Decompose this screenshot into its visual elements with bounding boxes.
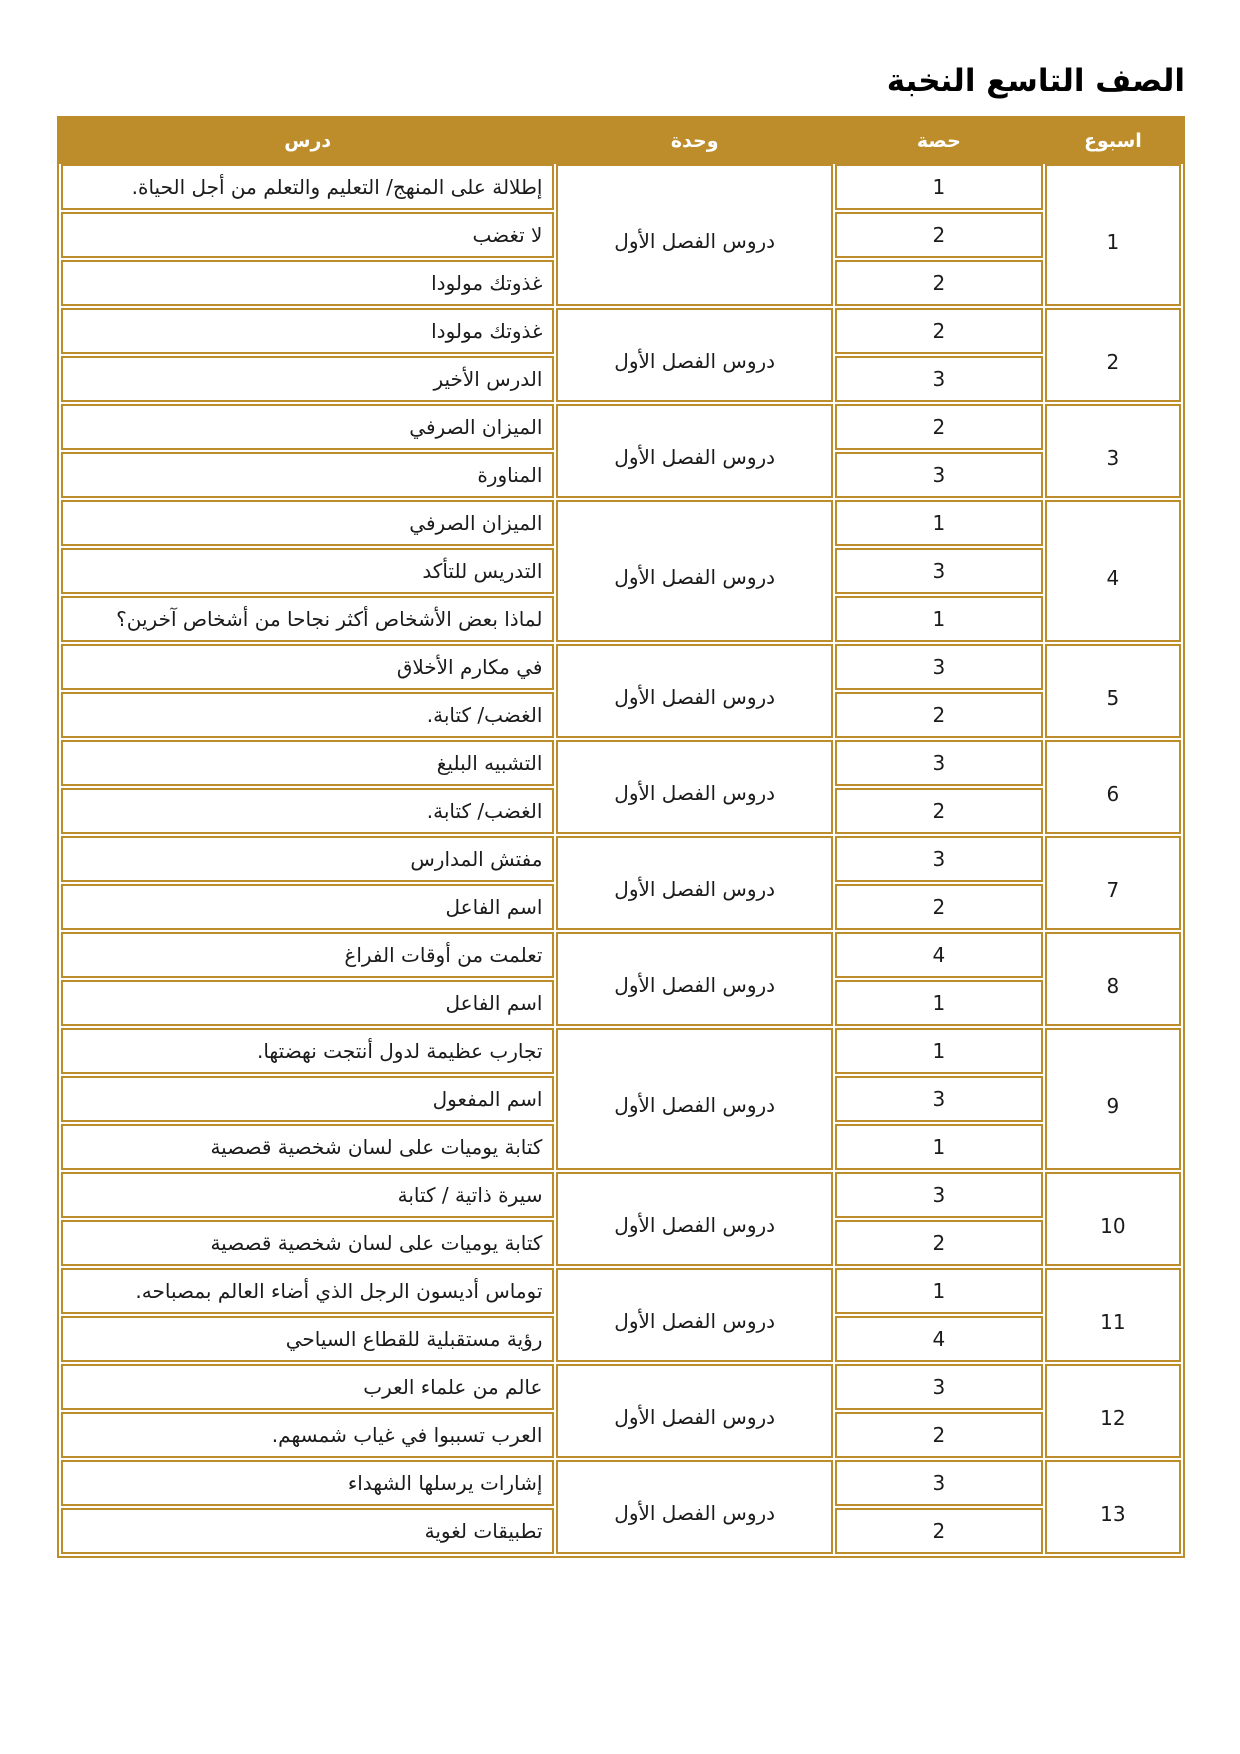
table-row bbox=[61, 836, 1181, 882]
period-cell: 3 bbox=[835, 1364, 1043, 1410]
period-cell: 1 bbox=[835, 500, 1043, 546]
period-cell: 2 bbox=[835, 212, 1043, 258]
lesson-schedule-table bbox=[57, 116, 1185, 1558]
lesson-cell: الميزان الصرفي bbox=[61, 500, 554, 546]
schedule-table-body bbox=[61, 164, 1181, 1554]
unit-cell: دروس الفصل الأول bbox=[556, 1364, 832, 1458]
period-cell: 2 bbox=[835, 1508, 1043, 1554]
lesson-cell: غذوتك مولودا bbox=[61, 308, 554, 354]
lesson-cell: عالم من علماء العرب bbox=[61, 1364, 554, 1410]
period-cell: 2 bbox=[835, 884, 1043, 930]
table-row bbox=[61, 164, 1181, 210]
lesson-cell: إطلالة على المنهج/ التعليم والتعلم من أجل الحياة. bbox=[61, 164, 554, 210]
table-row bbox=[61, 1028, 1181, 1074]
lesson-cell: اسم الفاعل bbox=[61, 884, 554, 930]
period-cell: 3 bbox=[835, 548, 1043, 594]
table-row bbox=[61, 308, 1181, 354]
table-row bbox=[61, 644, 1181, 690]
week-cell: 4 bbox=[1045, 500, 1181, 642]
lesson-cell: توماس أديسون الرجل الذي أضاء العالم بمصباحه. bbox=[61, 1268, 554, 1314]
week-column-header: اسبوع bbox=[1045, 120, 1181, 162]
period-cell: 2 bbox=[835, 404, 1043, 450]
lesson-cell: لا تغضب bbox=[61, 212, 554, 258]
lesson-column-header: درس bbox=[61, 120, 554, 162]
unit-cell: دروس الفصل الأول bbox=[556, 932, 832, 1026]
period-cell: 2 bbox=[835, 1412, 1043, 1458]
period-cell: 3 bbox=[835, 1172, 1043, 1218]
period-cell: 2 bbox=[835, 260, 1043, 306]
lesson-cell: التدريس للتأكد bbox=[61, 548, 554, 594]
period-cell: 3 bbox=[835, 644, 1043, 690]
period-cell: 3 bbox=[835, 1076, 1043, 1122]
period-column-header: حصة bbox=[835, 120, 1043, 162]
week-cell: 8 bbox=[1045, 932, 1181, 1026]
lesson-cell: إشارات يرسلها الشهداء bbox=[61, 1460, 554, 1506]
period-cell: 2 bbox=[835, 1220, 1043, 1266]
table-header-row bbox=[61, 120, 1181, 162]
period-cell: 4 bbox=[835, 1316, 1043, 1362]
unit-cell: دروس الفصل الأول bbox=[556, 308, 832, 402]
lesson-cell: تعلمت من أوقات الفراغ bbox=[61, 932, 554, 978]
table-row bbox=[61, 1172, 1181, 1218]
period-cell: 1 bbox=[835, 1124, 1043, 1170]
unit-cell: دروس الفصل الأول bbox=[556, 1268, 832, 1362]
period-cell: 3 bbox=[835, 740, 1043, 786]
period-cell: 4 bbox=[835, 932, 1043, 978]
unit-cell: دروس الفصل الأول bbox=[556, 1172, 832, 1266]
lesson-cell: الغضب/ كتابة. bbox=[61, 788, 554, 834]
period-cell: 2 bbox=[835, 692, 1043, 738]
week-cell: 6 bbox=[1045, 740, 1181, 834]
period-cell: 3 bbox=[835, 452, 1043, 498]
week-cell: 11 bbox=[1045, 1268, 1181, 1362]
period-cell: 1 bbox=[835, 1268, 1043, 1314]
lesson-cell: اسم المفعول bbox=[61, 1076, 554, 1122]
period-cell: 3 bbox=[835, 1460, 1043, 1506]
week-cell: 2 bbox=[1045, 308, 1181, 402]
table-row bbox=[61, 740, 1181, 786]
week-cell: 12 bbox=[1045, 1364, 1181, 1458]
page-title: الصف التاسع النخبة bbox=[886, 63, 1185, 99]
lesson-cell: التشبيه البليغ bbox=[61, 740, 554, 786]
unit-cell: دروس الفصل الأول bbox=[556, 500, 832, 642]
period-cell: 3 bbox=[835, 356, 1043, 402]
unit-cell: دروس الفصل الأول bbox=[556, 836, 832, 930]
lesson-cell: كتابة يوميات على لسان شخصية قصصية bbox=[61, 1220, 554, 1266]
period-cell: 3 bbox=[835, 836, 1043, 882]
week-cell: 5 bbox=[1045, 644, 1181, 738]
lesson-cell: العرب تسببوا في غياب شمسهم. bbox=[61, 1412, 554, 1458]
table-row bbox=[61, 500, 1181, 546]
unit-cell: دروس الفصل الأول bbox=[556, 1460, 832, 1554]
lesson-cell: الدرس الأخير bbox=[61, 356, 554, 402]
lesson-cell: سيرة ذاتية / كتابة bbox=[61, 1172, 554, 1218]
unit-cell: دروس الفصل الأول bbox=[556, 164, 832, 306]
unit-column-header: وحدة bbox=[556, 120, 832, 162]
week-cell: 7 bbox=[1045, 836, 1181, 930]
unit-cell: دروس الفصل الأول bbox=[556, 644, 832, 738]
period-cell: 2 bbox=[835, 788, 1043, 834]
table-row bbox=[61, 404, 1181, 450]
week-cell: 1 bbox=[1045, 164, 1181, 306]
lesson-cell: غذوتك مولودا bbox=[61, 260, 554, 306]
lesson-cell: في مكارم الأخلاق bbox=[61, 644, 554, 690]
period-cell: 1 bbox=[835, 1028, 1043, 1074]
lesson-cell: اسم الفاعل bbox=[61, 980, 554, 1026]
lesson-cell: تطبيقات لغوية bbox=[61, 1508, 554, 1554]
lesson-cell: مفتش المدارس bbox=[61, 836, 554, 882]
lesson-cell: كتابة يوميات على لسان شخصية قصصية bbox=[61, 1124, 554, 1170]
lesson-cell: المناورة bbox=[61, 452, 554, 498]
week-cell: 3 bbox=[1045, 404, 1181, 498]
table-row bbox=[61, 1364, 1181, 1410]
lesson-cell: لماذا بعض الأشخاص أكثر نجاحا من أشخاص آخرين؟ bbox=[61, 596, 554, 642]
week-cell: 10 bbox=[1045, 1172, 1181, 1266]
week-cell: 9 bbox=[1045, 1028, 1181, 1170]
lesson-cell: الغضب/ كتابة. bbox=[61, 692, 554, 738]
period-cell: 1 bbox=[835, 980, 1043, 1026]
unit-cell: دروس الفصل الأول bbox=[556, 404, 832, 498]
lesson-cell: الميزان الصرفي bbox=[61, 404, 554, 450]
period-cell: 1 bbox=[835, 596, 1043, 642]
table-row bbox=[61, 1268, 1181, 1314]
table-row bbox=[61, 1460, 1181, 1506]
lesson-cell: رؤية مستقبلية للقطاع السياحي bbox=[61, 1316, 554, 1362]
lesson-cell: تجارب عظيمة لدول أنتجت نهضتها. bbox=[61, 1028, 554, 1074]
unit-cell: دروس الفصل الأول bbox=[556, 740, 832, 834]
unit-cell: دروس الفصل الأول bbox=[556, 1028, 832, 1170]
period-cell: 1 bbox=[835, 164, 1043, 210]
period-cell: 2 bbox=[835, 308, 1043, 354]
week-cell: 13 bbox=[1045, 1460, 1181, 1554]
table-row bbox=[61, 932, 1181, 978]
